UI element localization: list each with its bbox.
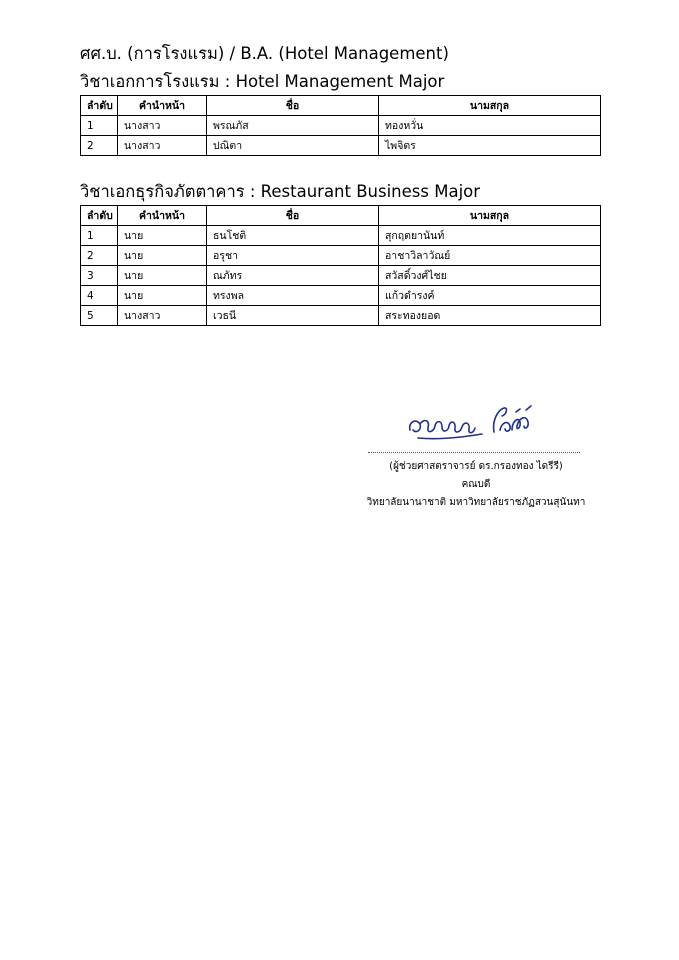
cell-title: นาย [118,246,207,266]
header-title: คำนำหน้า [118,96,207,116]
cell-last-name: แก้วดำรงค์ [379,286,601,306]
cell-no: 5 [81,306,118,326]
cell-no: 1 [81,226,118,246]
cell-first-name: ณภัทร [207,266,379,286]
header-last-name: นามสกุล [379,206,601,226]
hotel-major-table [80,95,601,156]
table-row [81,246,601,266]
cell-title: นาย [118,266,207,286]
cell-title: นางสาว [118,136,207,156]
table-row [81,286,601,306]
table-header-row [81,96,601,116]
cell-last-name: สวัสดิ์วงศ์ไชย [379,266,601,286]
header-title: คำนำหน้า [118,206,207,226]
header-first-name: ชื่อ [207,206,379,226]
signatory-organization: วิทยาลัยนานาชาติ มหาวิทยาลัยราชภัฏสวนสุนันทา [366,497,586,508]
header-no: ลำดับ [81,96,118,116]
cell-first-name: พรณภัส [207,116,379,136]
cell-title: นางสาว [118,116,207,136]
cell-no: 1 [81,116,118,136]
cell-first-name: เวธนี [207,306,379,326]
cell-first-name: ธนโชติ [207,226,379,246]
table-row [81,306,601,326]
restaurant-major-title: วิชาเอกธุรกิจภัตตาคาร : Restaurant Business Major [80,182,481,201]
cell-last-name: สระทองยอด [379,306,601,326]
cell-last-name: ไพจิตร [379,136,601,156]
table-row [81,226,601,246]
cell-title: นาย [118,226,207,246]
restaurant-major-table [80,205,601,326]
header-no: ลำดับ [81,206,118,226]
cell-last-name: ทองหวั่น [379,116,601,136]
table-row [81,266,601,286]
cell-no: 2 [81,246,118,266]
cell-no: 2 [81,136,118,156]
signatory-name: (ผู้ช่วยศาสตราจารย์ ดร.กรองทอง ไดรีรี) [389,461,563,472]
program-title: ศศ.บ. (การโรงแรม) / B.A. (Hotel Management) [80,44,449,63]
cell-last-name: สุกฤตยานันท์ [379,226,601,246]
cell-title: นางสาว [118,306,207,326]
signatory-position: คณบดี [461,479,491,490]
signature-line [368,452,580,453]
table-row [81,116,601,136]
cell-title: นาย [118,286,207,306]
table-header-row [81,206,601,226]
header-first-name: ชื่อ [207,96,379,116]
handwritten-signature [404,400,544,442]
cell-first-name: ปณิตา [207,136,379,156]
cell-no: 3 [81,266,118,286]
cell-last-name: อาชาวิลาวัณย์ [379,246,601,266]
cell-no: 4 [81,286,118,306]
header-last-name: นามสกุล [379,96,601,116]
cell-first-name: อรุชา [207,246,379,266]
signature-block [360,400,592,515]
hotel-major-title: วิชาเอกการโรงแรม : Hotel Management Major [80,72,445,91]
table-row [81,136,601,156]
cell-first-name: ทรงพล [207,286,379,306]
